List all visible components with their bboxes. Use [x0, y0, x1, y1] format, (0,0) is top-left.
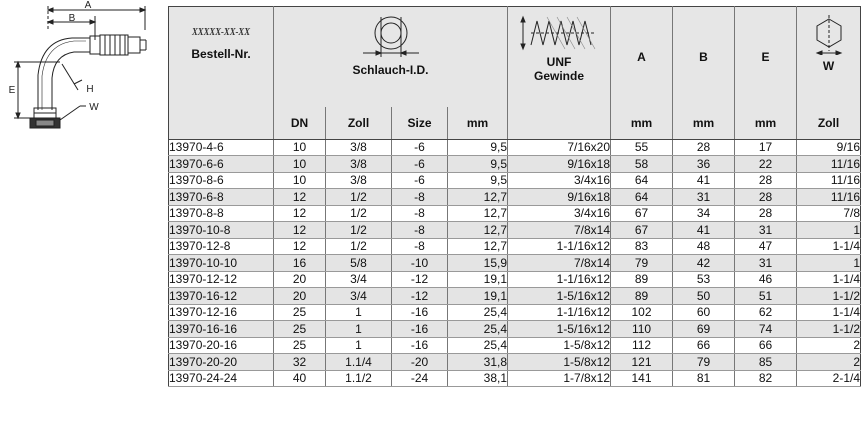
dim-label-b: B — [68, 13, 76, 24]
table-cell: 112 — [611, 337, 673, 354]
header-a-label: A — [637, 49, 646, 64]
part-number-cell: 13970-24-24 — [169, 370, 274, 387]
table-cell: 1-7/8x12 — [508, 370, 611, 387]
table-cell: -8 — [392, 205, 448, 222]
table-row — [169, 354, 861, 371]
table-cell: 66 — [673, 337, 735, 354]
table-row — [169, 288, 861, 305]
table-cell: 41 — [673, 222, 735, 239]
table-cell: 7/8 — [797, 205, 861, 222]
part-number-cell: 13970-16-16 — [169, 321, 274, 338]
header-bestell-label: Bestell-Nr. — [191, 47, 251, 61]
header-w-label: W — [822, 59, 835, 73]
header-unf-label: UNF — [546, 55, 572, 69]
table-cell: 1-1/2 — [797, 321, 861, 338]
table-cell: 25 — [274, 321, 326, 338]
subheader-e-unit: mm — [735, 107, 797, 140]
table-cell: 1 — [326, 304, 392, 321]
table-cell: 20 — [274, 271, 326, 288]
table-cell: 31 — [673, 189, 735, 206]
hex-nut-icon — [811, 15, 847, 55]
table-cell: -6 — [392, 172, 448, 189]
header-bestell-nr — [169, 7, 274, 107]
part-number-cell: 13970-12-8 — [169, 238, 274, 255]
part-number-cell: 13970-8-6 — [169, 172, 274, 189]
table-cell: -10 — [392, 255, 448, 272]
table-cell: 10 — [274, 139, 326, 156]
table-cell: 62 — [735, 304, 797, 321]
table-cell: 12,7 — [448, 238, 508, 255]
table-cell: 79 — [611, 255, 673, 272]
table-cell: 16 — [274, 255, 326, 272]
part-number-cell: 13970-10-8 — [169, 222, 274, 239]
table-row — [169, 222, 861, 239]
table-cell: 1-5/8x12 — [508, 337, 611, 354]
table-cell: 15,9 — [448, 255, 508, 272]
table-cell: 1/2 — [326, 222, 392, 239]
table-cell: 25,4 — [448, 337, 508, 354]
header-gewinde-label: Gewinde — [534, 69, 585, 83]
table-cell: 1/2 — [326, 205, 392, 222]
table-cell: 1/2 — [326, 238, 392, 255]
header-b-label: B — [699, 49, 708, 64]
table-cell: 28 — [673, 139, 735, 156]
table-cell: -12 — [392, 271, 448, 288]
table-cell: 9,5 — [448, 156, 508, 173]
table-cell: -20 — [392, 354, 448, 371]
table-cell: 89 — [611, 271, 673, 288]
part-code-pattern-icon — [189, 15, 253, 43]
dim-label-w: W — [89, 102, 99, 113]
table-cell: 69 — [673, 321, 735, 338]
table-cell: -16 — [392, 304, 448, 321]
table-cell: 28 — [735, 172, 797, 189]
dim-label-a: A — [84, 0, 92, 11]
table-cell: 50 — [673, 288, 735, 305]
table-row — [169, 156, 861, 173]
table-cell: -16 — [392, 337, 448, 354]
table-cell: 12 — [274, 205, 326, 222]
table-cell: 1-1/16x12 — [508, 238, 611, 255]
table-cell: 12,7 — [448, 189, 508, 206]
table-cell: 25 — [274, 304, 326, 321]
table-cell: 25 — [274, 337, 326, 354]
header-e — [735, 7, 797, 107]
table-cell: 25,4 — [448, 304, 508, 321]
table-cell: 3/4x16 — [508, 205, 611, 222]
table-cell: 1-5/16x12 — [508, 321, 611, 338]
table-cell: -6 — [392, 139, 448, 156]
subheader-gewinde-empty — [508, 107, 611, 140]
table-cell: 1/2 — [326, 189, 392, 206]
table-cell: 60 — [673, 304, 735, 321]
fitting-spec-table — [168, 6, 861, 387]
table-cell: 64 — [611, 189, 673, 206]
table-cell: 31 — [735, 222, 797, 239]
table-row — [169, 189, 861, 206]
table-cell: -8 — [392, 238, 448, 255]
table-cell: 3/4 — [326, 288, 392, 305]
table-cell: 83 — [611, 238, 673, 255]
header-e-label: E — [761, 49, 770, 64]
subheader-size: Size — [392, 107, 448, 140]
table-row — [169, 304, 861, 321]
part-number-cell: 13970-10-10 — [169, 255, 274, 272]
subheader-mm: mm — [448, 107, 508, 140]
table-cell: 3/4 — [326, 271, 392, 288]
table-cell: 47 — [735, 238, 797, 255]
table-cell: 67 — [611, 222, 673, 239]
subheader-b-unit: mm — [673, 107, 735, 140]
table-cell: 3/8 — [326, 156, 392, 173]
part-number-cell: 13970-12-16 — [169, 304, 274, 321]
table-cell: 102 — [611, 304, 673, 321]
table-cell: 1-1/4 — [797, 304, 861, 321]
dim-label-e: E — [8, 85, 16, 96]
table-cell: 9/16x18 — [508, 189, 611, 206]
table-cell: 2 — [797, 354, 861, 371]
table-cell: 10 — [274, 172, 326, 189]
table-cell: 17 — [735, 139, 797, 156]
table-cell: -6 — [392, 156, 448, 173]
table-cell: 81 — [673, 370, 735, 387]
table-row — [169, 337, 861, 354]
table-cell: 34 — [673, 205, 735, 222]
dim-label-h: H — [86, 84, 94, 95]
table-cell: 46 — [735, 271, 797, 288]
table-cell: 1-1/4 — [797, 271, 861, 288]
table-body — [169, 139, 861, 387]
table-cell: 66 — [735, 337, 797, 354]
part-number-cell: 13970-4-6 — [169, 139, 274, 156]
table-cell: 7/8x14 — [508, 222, 611, 239]
table-cell: 58 — [611, 156, 673, 173]
table-cell: 41 — [673, 172, 735, 189]
table-cell: 7/16x20 — [508, 139, 611, 156]
table-row — [169, 255, 861, 272]
table-cell: 3/4x16 — [508, 172, 611, 189]
table-cell: 1-1/16x12 — [508, 271, 611, 288]
table-cell: 1.1/2 — [326, 370, 392, 387]
header-schlauch-id — [274, 7, 508, 107]
table-cell: 10 — [274, 156, 326, 173]
header-a — [611, 7, 673, 107]
table-cell: 82 — [735, 370, 797, 387]
header-schlauch-label: Schlauch-I.D. — [352, 63, 429, 77]
table-cell: -12 — [392, 288, 448, 305]
table-cell: 2-1/4 — [797, 370, 861, 387]
table-cell: 7/8x14 — [508, 255, 611, 272]
svg-text:XXXXX-XX-XX: XXXXX-XX-XX — [191, 27, 251, 38]
table-cell: 1-5/8x12 — [508, 354, 611, 371]
table-row — [169, 139, 861, 156]
header-w — [797, 7, 861, 107]
table-cell: 3/8 — [326, 139, 392, 156]
table-cell: 20 — [274, 288, 326, 305]
part-number-cell: 13970-20-16 — [169, 337, 274, 354]
table-cell: 12 — [274, 238, 326, 255]
part-number-cell: 13970-8-8 — [169, 205, 274, 222]
table-cell: 12,7 — [448, 222, 508, 239]
table-cell: 5/8 — [326, 255, 392, 272]
table-cell: 141 — [611, 370, 673, 387]
table-cell: 55 — [611, 139, 673, 156]
table-cell: 11/16 — [797, 172, 861, 189]
table-cell: 1.1/4 — [326, 354, 392, 371]
table-cell: 79 — [673, 354, 735, 371]
table-cell: 11/16 — [797, 156, 861, 173]
part-number-cell: 13970-16-12 — [169, 288, 274, 305]
table-cell: 19,1 — [448, 271, 508, 288]
table-cell: 1 — [326, 337, 392, 354]
table-cell: 3/8 — [326, 172, 392, 189]
table-cell: 110 — [611, 321, 673, 338]
table-row — [169, 205, 861, 222]
table-cell: 25,4 — [448, 321, 508, 338]
subheader-zoll: Zoll — [326, 107, 392, 140]
table-cell: 22 — [735, 156, 797, 173]
table-cell: 48 — [673, 238, 735, 255]
table-row — [169, 172, 861, 189]
table-cell: 1-1/4 — [797, 238, 861, 255]
table-cell: 89 — [611, 288, 673, 305]
table-cell: 1-5/16x12 — [508, 288, 611, 305]
table-cell: 31 — [735, 255, 797, 272]
table-row — [169, 370, 861, 387]
header-unf-gewinde — [508, 7, 611, 107]
table-cell: 38,1 — [448, 370, 508, 387]
table-cell: 12,7 — [448, 205, 508, 222]
table-cell: 12 — [274, 189, 326, 206]
table-cell: -8 — [392, 189, 448, 206]
table-row — [169, 238, 861, 255]
table-cell: 28 — [735, 205, 797, 222]
table-cell: 1 — [797, 222, 861, 239]
part-number-cell: 13970-6-8 — [169, 189, 274, 206]
table-cell: 1 — [326, 321, 392, 338]
table-cell: 32 — [274, 354, 326, 371]
table-row — [169, 321, 861, 338]
subheader-empty — [169, 107, 274, 140]
table-cell: 28 — [735, 189, 797, 206]
table-cell: 19,1 — [448, 288, 508, 305]
table-cell: 1-1/16x12 — [508, 304, 611, 321]
header-b — [673, 7, 735, 107]
table-cell: 85 — [735, 354, 797, 371]
part-number-cell: 13970-20-20 — [169, 354, 274, 371]
fitting-drawing — [0, 0, 160, 140]
table-cell: 51 — [735, 288, 797, 305]
thread-profile-icon — [517, 15, 601, 51]
table-cell: 42 — [673, 255, 735, 272]
table-cell: 64 — [611, 172, 673, 189]
table-cell: 74 — [735, 321, 797, 338]
subheader-a-unit: mm — [611, 107, 673, 140]
table-cell: 9,5 — [448, 139, 508, 156]
table-cell: 9,5 — [448, 172, 508, 189]
hose-cross-section-icon — [359, 15, 423, 59]
table-cell: 121 — [611, 354, 673, 371]
table-cell: -16 — [392, 321, 448, 338]
table-row — [169, 271, 861, 288]
part-number-cell: 13970-6-6 — [169, 156, 274, 173]
table-cell: 9/16x18 — [508, 156, 611, 173]
table-cell: 2 — [797, 337, 861, 354]
table-cell: 67 — [611, 205, 673, 222]
subheader-w-unit: Zoll — [797, 107, 861, 140]
table-cell: 36 — [673, 156, 735, 173]
table-cell: 9/16 — [797, 139, 861, 156]
part-number-cell: 13970-12-12 — [169, 271, 274, 288]
table-cell: 53 — [673, 271, 735, 288]
table-cell: -8 — [392, 222, 448, 239]
subheader-dn: DN — [274, 107, 326, 140]
table-cell: 31,8 — [448, 354, 508, 371]
table-cell: 1 — [797, 255, 861, 272]
table-cell: -24 — [392, 370, 448, 387]
table-cell: 12 — [274, 222, 326, 239]
table-cell: 40 — [274, 370, 326, 387]
table-cell: 11/16 — [797, 189, 861, 206]
table-cell: 1-1/2 — [797, 288, 861, 305]
